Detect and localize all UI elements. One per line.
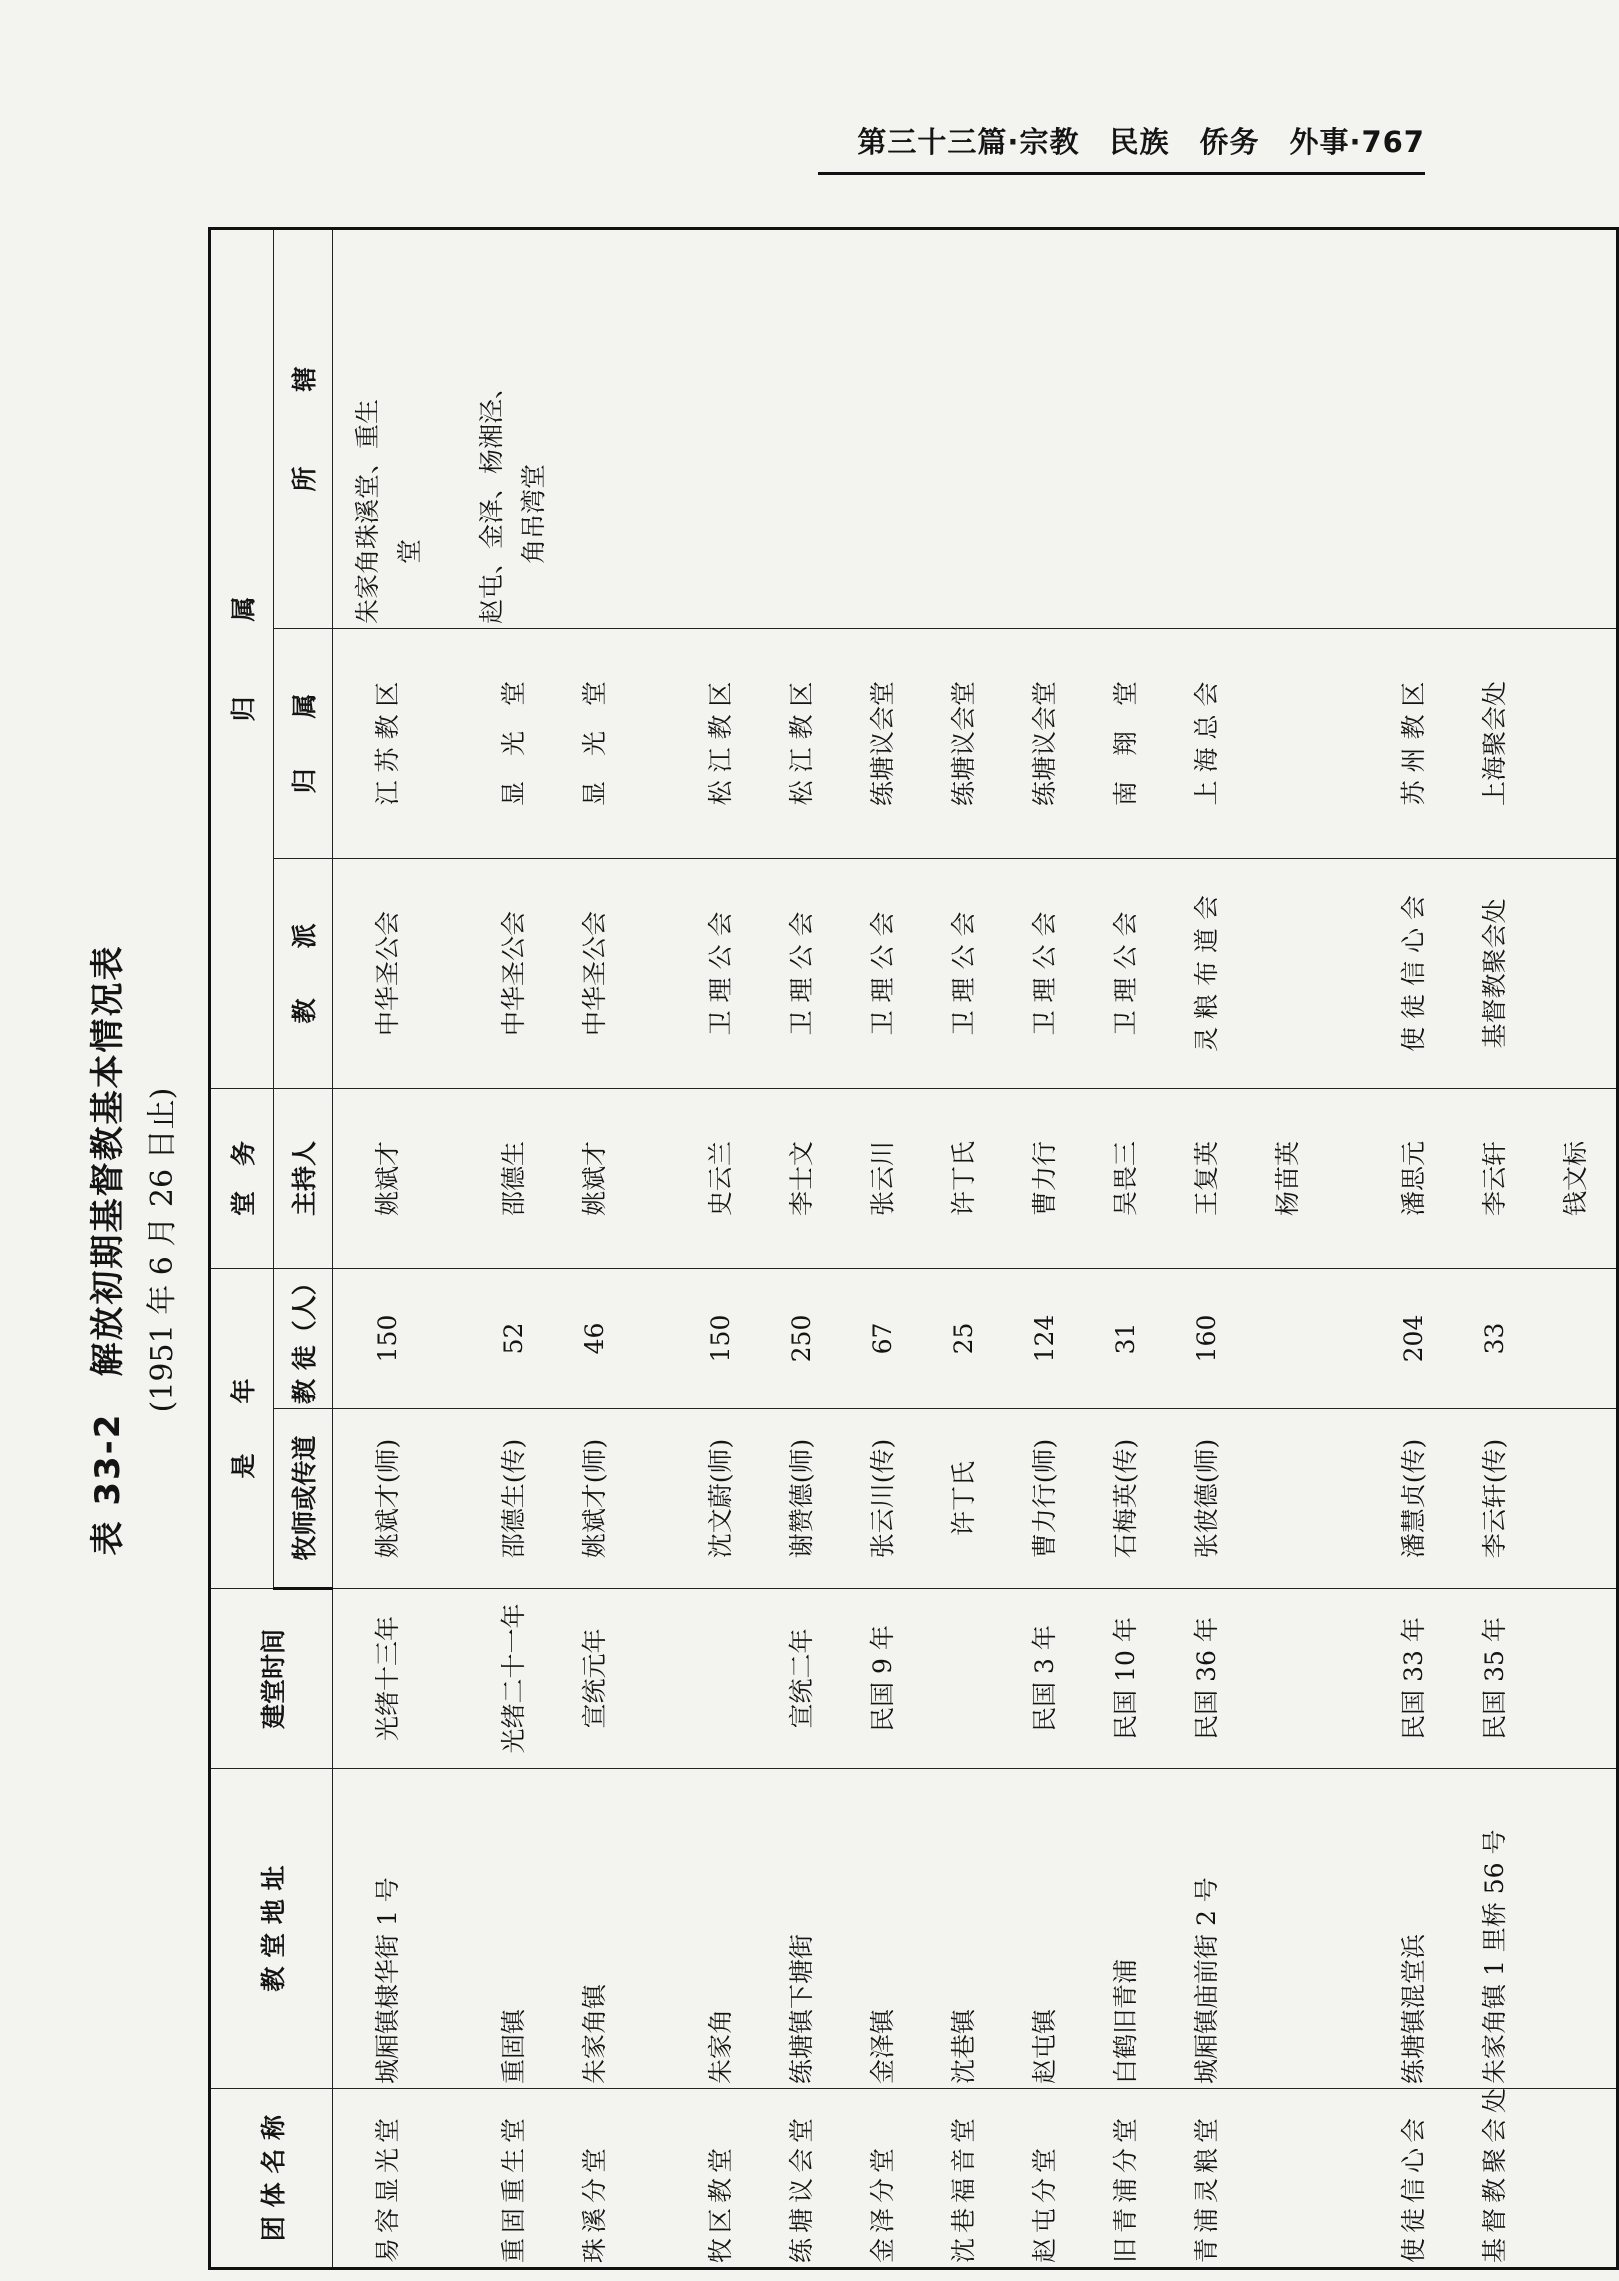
header-belong-group: 归 属 <box>210 228 274 1088</box>
cell-pastor: 姚斌才(师) <box>373 1438 402 1559</box>
row-gap <box>635 1093 680 1264</box>
row-gap <box>428 2093 473 2263</box>
row-gap <box>635 1273 680 1404</box>
cell-members: 52 <box>499 1322 528 1355</box>
cell-members: 31 <box>1111 1322 1140 1355</box>
cell-host: 姚斌才 <box>373 1140 402 1216</box>
cell-belong: 练塘议会堂 <box>949 680 978 806</box>
row-gap <box>635 2093 680 2263</box>
cell-built: 民国 10 年 <box>1111 1617 1140 1740</box>
cell-belong: 上 海 总 会 <box>1192 681 1221 806</box>
cell-members: 124 <box>1030 1314 1059 1363</box>
column-name <box>333 2082 1618 2269</box>
cell-pastor <box>1247 1413 1328 1584</box>
cell-host: 王复英 <box>1192 1140 1221 1216</box>
column-belong <box>333 628 1618 858</box>
cell-built: 民国 33 年 <box>1399 1617 1428 1740</box>
cell-address: 沈巷镇 <box>949 2008 978 2084</box>
cell-belong: 上海聚会处 <box>1480 680 1509 806</box>
cell-belong: 显 光 堂 <box>499 680 528 806</box>
cell-belong: 苏 州 教 区 <box>1399 681 1428 806</box>
row-gap <box>635 1773 680 2084</box>
cell-pastor: 谢赞德(师) <box>787 1438 816 1559</box>
row-gap <box>1328 1273 1373 1404</box>
jurisdiction-cell <box>471 234 555 624</box>
cell-members: 25 <box>949 1322 978 1355</box>
cell-address: 重固镇 <box>499 2008 528 2084</box>
cell-address: 朱家角镇 1 里桥 56 号 <box>1480 1829 1509 2084</box>
column-pastor <box>333 1409 1618 1589</box>
cell-pastor <box>1535 1413 1616 1584</box>
jurisdiction-line-2: 堂 <box>395 538 424 564</box>
header-year-group: 是 年 <box>210 1268 274 1588</box>
cell-members: 67 <box>868 1322 897 1355</box>
row-gap <box>635 633 680 854</box>
church-table <box>208 227 1619 2270</box>
cell-address <box>1247 1773 1328 2084</box>
page-header: 第三十三篇·宗教 民族 侨务 外事·767 <box>857 125 1425 159</box>
header-rule <box>818 172 1425 175</box>
header-address: 教 堂 地 址 <box>210 1769 333 2089</box>
header-host: 主持人 <box>274 1088 333 1268</box>
cell-built: 民国 36 年 <box>1192 1617 1221 1740</box>
cell-name: 金泽分堂 <box>868 2142 897 2263</box>
cell-belong: 显 光 堂 <box>580 680 609 806</box>
header-church-group: 堂 务 <box>210 1088 274 1268</box>
cell-address: 朱家角 <box>706 2008 735 2084</box>
cell-members: 33 <box>1480 1322 1509 1355</box>
cell-denom: 卫 理 公 会 <box>949 911 978 1036</box>
table-title: 表 33-2 解放初期基督教基本情况表 <box>88 944 128 1556</box>
cell-pastor: 石梅英(传) <box>1111 1438 1140 1559</box>
row-gap <box>1328 1773 1373 2084</box>
cell-address: 练塘镇下塘街 <box>787 1933 816 2084</box>
cell-built: 光绪十三年 <box>373 1616 402 1742</box>
cell-belong: 练塘议会堂 <box>868 680 897 806</box>
cell-name: 旧青浦分堂 <box>1111 2112 1140 2263</box>
jurisdiction-line-2: 角吊湾堂 <box>519 463 548 564</box>
cell-host: 吴畏三 <box>1111 1140 1140 1216</box>
cell-members: 150 <box>373 1314 402 1363</box>
cell-name: 重固重生堂 <box>499 2112 528 2263</box>
cell-name: 青浦灵粮堂 <box>1192 2112 1221 2263</box>
cell-denom: 中华圣公会 <box>499 910 528 1036</box>
row-gap <box>1328 2093 1373 2263</box>
cell-belong: 江 苏 教 区 <box>373 681 402 806</box>
cell-name <box>1247 2093 1328 2263</box>
cell-members: 250 <box>787 1314 816 1363</box>
cell-denom: 基督教聚会处 <box>1480 898 1509 1049</box>
cell-host: 曹力行 <box>1030 1140 1059 1216</box>
cell-denom: 卫 理 公 会 <box>787 911 816 1036</box>
row-gap <box>1328 1413 1373 1584</box>
cell-pastor: 张彼德(师) <box>1192 1438 1221 1559</box>
cell-built <box>1535 1593 1616 1764</box>
cell-belong <box>1247 633 1328 854</box>
cell-built: 宣统元年 <box>580 1628 609 1729</box>
row-gap <box>428 1273 473 1404</box>
header-name: 团 体 名 称 <box>210 2089 333 2269</box>
cell-members <box>1535 1273 1616 1404</box>
table-body-row <box>333 228 1618 2268</box>
row-gap <box>428 633 473 854</box>
cell-built <box>1247 1593 1328 1764</box>
row-gap <box>635 1413 680 1584</box>
cell-host: 张云川 <box>868 1140 897 1216</box>
cell-host: 李士文 <box>787 1140 816 1216</box>
cell-host: 邵德生 <box>499 1140 528 1216</box>
cell-address: 朱家角镇 <box>580 1983 609 2084</box>
row-gap <box>1328 863 1373 1084</box>
cell-pastor: 姚斌才(师) <box>580 1438 609 1559</box>
cell-denom: 卫 理 公 会 <box>1111 911 1140 1036</box>
row-gap <box>635 1593 680 1764</box>
cell-address <box>1535 1773 1616 2084</box>
cell-denom <box>1535 863 1616 1084</box>
cell-address: 练塘镇混堂浜 <box>1399 1933 1428 2084</box>
cell-built <box>680 1593 761 1764</box>
cell-host: 许丁氏 <box>949 1140 978 1216</box>
cell-denom: 卫 理 公 会 <box>706 911 735 1036</box>
cell-built: 民国 9 年 <box>868 1625 897 1732</box>
column-members <box>333 1268 1618 1408</box>
cell-belong <box>1535 633 1616 854</box>
row-gap <box>428 863 473 1084</box>
jurisdiction-line-1: 赵屯、金泽、杨湘泾、 <box>477 373 506 624</box>
cell-members: 204 <box>1399 1314 1428 1363</box>
cell-name: 沈巷福音堂 <box>949 2112 978 2263</box>
cell-members: 150 <box>706 1314 735 1363</box>
cell-name: 使徒信心会 <box>1399 2112 1428 2263</box>
cell-pastor: 潘慧贞(传) <box>1399 1438 1428 1559</box>
jurisdiction-line-1: 朱家角珠溪堂、重生 <box>353 398 382 624</box>
row-gap <box>428 1093 473 1264</box>
cell-denom: 卫 理 公 会 <box>868 911 897 1036</box>
header-jurisdiction: 所 辖 <box>274 228 333 628</box>
cell-address: 城厢镇庙前街 2 号 <box>1192 1877 1221 2084</box>
header-denom: 教 派 <box>274 858 333 1088</box>
cell-denom: 中华圣公会 <box>373 910 402 1036</box>
row-gap <box>428 1773 473 2084</box>
table-subtitle: (1951 年 6 月 26 日止) <box>145 1087 180 1413</box>
cell-denom <box>1247 863 1328 1084</box>
cell-belong: 松 江 教 区 <box>787 681 816 806</box>
cell-name: 珠溪分堂 <box>580 2142 609 2263</box>
cell-address: 赵屯镇 <box>1030 2008 1059 2084</box>
cell-host: 姚斌才 <box>580 1140 609 1216</box>
cell-members: 160 <box>1192 1314 1221 1363</box>
cell-name: 基督教聚会处 <box>1480 2082 1509 2263</box>
row-gap <box>1328 633 1373 854</box>
cell-pastor: 邵德生(传) <box>499 1438 528 1559</box>
row-gap <box>428 1413 473 1584</box>
cell-denom: 使 徒 信 心 会 <box>1399 895 1428 1052</box>
cell-name: 赵屯分堂 <box>1030 2142 1059 2263</box>
cell-address: 金泽镇 <box>868 2008 897 2084</box>
cell-host: 潘思元 <box>1399 1140 1428 1216</box>
cell-address: 白鹤旧青浦 <box>1111 1958 1140 2084</box>
column-built <box>333 1589 1618 1769</box>
header-pastor: 牧师或传道 <box>274 1409 333 1589</box>
cell-built: 宣统二年 <box>787 1628 816 1729</box>
column-address <box>333 1769 1618 2089</box>
cell-address: 城厢镇棣华街 1 号 <box>373 1877 402 2084</box>
cell-name: 练塘议会堂 <box>787 2112 816 2263</box>
cell-host: 钱文标 <box>1561 1140 1590 1216</box>
column-jurisdiction <box>333 228 1618 628</box>
cell-belong: 南 翔 堂 <box>1111 680 1140 806</box>
cell-denom: 中华圣公会 <box>580 910 609 1036</box>
cell-built <box>923 1593 1004 1764</box>
row-gap <box>428 1593 473 1764</box>
cell-members: 46 <box>580 1322 609 1355</box>
row-gap <box>1328 1593 1373 1764</box>
cell-pastor: 李云轩(传) <box>1480 1438 1509 1559</box>
row-gap <box>635 863 680 1084</box>
cell-name: 易容显光堂 <box>373 2112 402 2263</box>
cell-pastor: 沈文蔚(师) <box>706 1438 735 1559</box>
cell-host: 史云兰 <box>706 1140 735 1216</box>
cell-built: 民国 35 年 <box>1480 1617 1509 1740</box>
column-denom <box>333 858 1618 1088</box>
cell-denom: 卫 理 公 会 <box>1030 911 1059 1036</box>
cell-name <box>1535 2093 1616 2263</box>
row-gap <box>1328 1093 1373 1264</box>
cell-belong: 松 江 教 区 <box>706 681 735 806</box>
cell-built: 民国 3 年 <box>1030 1625 1059 1732</box>
cell-built: 光绪二十一年 <box>499 1603 528 1754</box>
jurisdiction-cell <box>347 234 431 624</box>
cell-host: 李云轩 <box>1480 1140 1509 1216</box>
cell-host: 杨苗英 <box>1273 1140 1302 1216</box>
rotated-table-area <box>80 230 1590 2270</box>
cell-pastor: 张云川(传) <box>868 1438 897 1559</box>
header-belong: 归 属 <box>274 628 333 858</box>
cell-members <box>1247 1273 1328 1404</box>
cell-denom: 灵 粮 布 道 会 <box>1192 895 1221 1052</box>
cell-pastor: 曹力行(师) <box>1030 1438 1059 1559</box>
header-members: 教 徒（人） <box>274 1268 333 1408</box>
cell-name: 牧区教堂 <box>706 2142 735 2263</box>
cell-belong: 练塘议会堂 <box>1030 680 1059 806</box>
table-caption <box>80 230 202 2270</box>
header-built: 建堂时间 <box>210 1589 333 1769</box>
cell-pastor: 许丁氏 <box>949 1461 978 1537</box>
column-host <box>333 1088 1618 1268</box>
